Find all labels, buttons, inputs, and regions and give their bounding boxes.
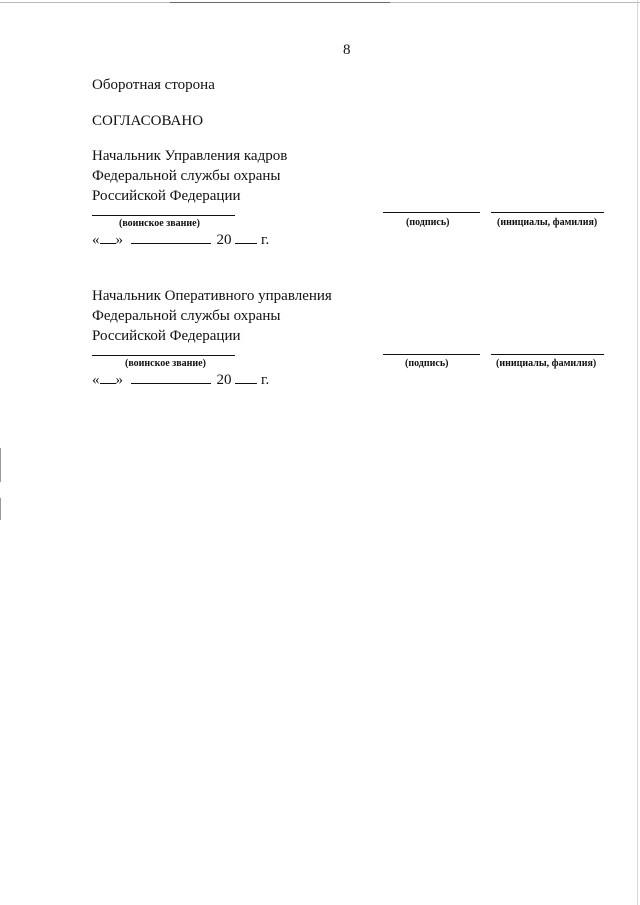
page-number: 8: [343, 42, 351, 58]
signature-line: [383, 212, 480, 213]
position-line: Федеральной службы охраны: [92, 308, 281, 324]
approver-position-block-2: [92, 286, 332, 346]
approver-position-block-1: [92, 146, 287, 206]
signature-line: [383, 354, 480, 355]
year-blank: [235, 371, 257, 384]
year-suffix: г.: [261, 232, 270, 248]
close-quote: »: [115, 232, 123, 248]
date-line: [92, 231, 269, 249]
month-blank: [131, 231, 211, 244]
open-quote: «: [92, 372, 100, 388]
name-caption: (инициалы, фамилия): [496, 358, 597, 369]
name-caption: (инициалы, фамилия): [497, 217, 598, 228]
year-suffix: г.: [261, 372, 270, 388]
scan-top-edge-mark: [170, 2, 390, 3]
rank-line: [92, 215, 235, 216]
rank-line: [92, 355, 235, 356]
scan-left-edge-mark: [0, 498, 1, 520]
name-line: [491, 354, 604, 355]
year-blank: [235, 231, 257, 244]
position-line: Начальник Оперативного управления: [92, 288, 332, 304]
signature-caption: (подпись): [406, 217, 450, 228]
rank-caption: (воинское звание): [119, 218, 200, 229]
scan-left-edge-mark: [0, 448, 1, 482]
day-blank: [100, 371, 116, 384]
position-line: Федеральной службы охраны: [92, 168, 281, 184]
close-quote: »: [115, 372, 123, 388]
position-line: Российской Федерации: [92, 328, 241, 344]
year-prefix: 20: [216, 372, 232, 388]
position-line: Российской Федерации: [92, 188, 241, 204]
date-line: [92, 371, 269, 389]
scan-right-edge: [637, 0, 638, 905]
approval-heading: СОГЛАСОВАНО: [92, 113, 204, 129]
name-line: [491, 212, 604, 213]
open-quote: «: [92, 232, 100, 248]
side-label: Оборотная сторона: [92, 77, 215, 93]
signature-caption: (подпись): [405, 358, 449, 369]
rank-caption: (воинское звание): [125, 358, 206, 369]
day-blank: [100, 231, 116, 244]
year-prefix: 20: [216, 232, 232, 248]
position-line: Начальник Управления кадров: [92, 148, 288, 164]
month-blank: [131, 371, 211, 384]
